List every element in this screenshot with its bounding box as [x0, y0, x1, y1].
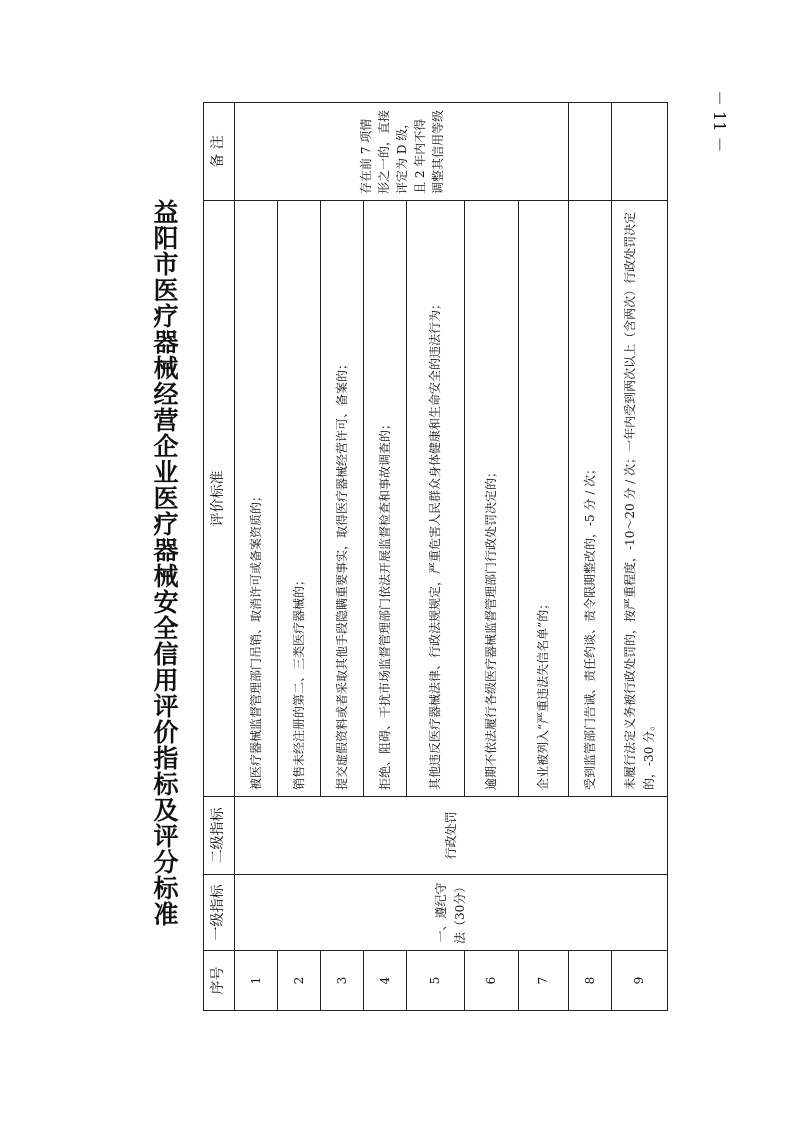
- row-number: 5: [407, 951, 465, 1011]
- header-remark: 备 注: [204, 103, 235, 201]
- table-header-row: [204, 103, 235, 1011]
- criteria-text: 提交虚假资料或者采取其他手段隐瞒重要事实，取得医疗器械经营许可、备案的；: [321, 201, 364, 797]
- header-criteria: 评价标准: [204, 201, 235, 797]
- row-number: 1: [235, 951, 278, 1011]
- criteria-text: 拒绝、阻碍、干扰市场监督管理部门依法开展监督检查和事故调查的；: [364, 201, 407, 797]
- row-number: 8: [569, 951, 612, 1011]
- table-row: [235, 103, 278, 1011]
- remark-empty: [612, 103, 668, 201]
- rotated-table-container: [203, 103, 656, 1011]
- row-number: 6: [465, 951, 519, 1011]
- row-number: 4: [364, 951, 407, 1011]
- level1-indicator: 一、遵纪守法（30分）: [235, 875, 668, 951]
- row-number: 3: [321, 951, 364, 1011]
- header-level1: 一级指标: [204, 875, 235, 951]
- criteria-table: [203, 102, 668, 1011]
- row-number: 2: [278, 951, 321, 1011]
- header-seq: 序号: [204, 951, 235, 1011]
- criteria-text: 未履行法定义务被行政处罚的，按严重程度，-10～20 分 / 次；一年内受到两次以上（含两次）行政处罚决定的，-30 分。: [612, 201, 668, 797]
- criteria-text: 被医疗器械监督管理部门吊销、取消许可或备案资质的；: [235, 201, 278, 797]
- criteria-text: 其他违反医疗器械法律、行政法规规定，严重危害人民群众身体健康和生命安全的违法行为；: [407, 201, 465, 797]
- criteria-text: 销售未经注册的第二、三类医疗器械的；: [278, 201, 321, 797]
- page-number: － 11 －: [710, 90, 729, 153]
- header-level2: 二级指标: [204, 797, 235, 875]
- level2-indicator: 行政处罚: [235, 797, 668, 875]
- criteria-text: 受到监管部门告诫、责任约谈、责令限期整改的，-5 分 / 次；: [569, 201, 612, 797]
- row-number: 9: [612, 951, 668, 1011]
- remark-text: 存在前 7 项情形之一的，直接评定为 D 级，且 2 年内不得调整其信用等级: [235, 103, 569, 201]
- remark-empty: [569, 103, 612, 201]
- criteria-text: 企业被列入“严重违法失信名单”的；: [519, 201, 569, 797]
- document-title: 益阳市医疗器械经营企业医疗器械安全信用评价指标及评分标准: [150, 199, 179, 927]
- row-number: 7: [519, 951, 569, 1011]
- criteria-text: 逾期不依法履行各级医疗器械监督管理部门行政处罚决定的；: [465, 201, 519, 797]
